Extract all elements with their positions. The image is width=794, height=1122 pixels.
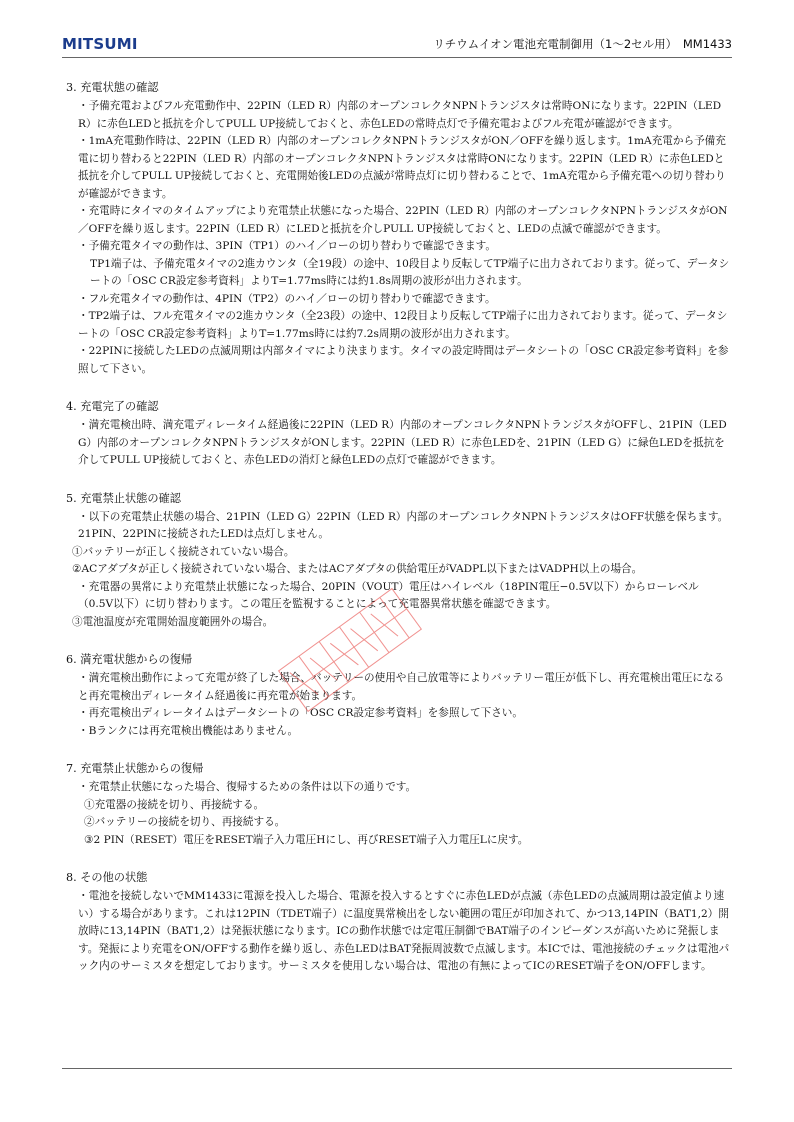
list-item: ①充電器の接続を切り、再接続する。 bbox=[84, 798, 265, 811]
paragraph: ・電池を接続しないでMM1433に電源を投入した場合、電源を投入するとすぐに赤色LEDが点滅（赤色LEDの点滅周期は設定値より速い）する場合があります。これは12PIN（TDET端子）に温度異常検出をしない範囲の電圧が印加されて、かつ13,14PIN（BAT1,2）開放時に13,14PIN（BAT1,2）は発振状態になります。ICの動作状態では定電圧制御でBAT端子のインピーダンスが高いために発振します。発振により充電をON/OFFする動作を繰り返し、赤色LEDはBAT発振周波数で点滅します。本ICでは、電池接続のチェックは電池パック内のサーミスタを想定しております。サーミスタを使用しない場合は、電池の有無によってICのRESET端子をON/OFFします。 bbox=[78, 890, 730, 972]
section-title: 6. 満充電状態からの復帰 bbox=[66, 653, 193, 666]
paragraph: ・充電器の異常により充電禁止状態になった場合、20PIN（VOUT）電圧はハイレベル（18PIN電圧−0.5V以下）からローレベル（0.5V以下）に切り替わります。この電圧を監視することによって充電器異常状態を確認できます。 bbox=[78, 580, 699, 610]
list-item: ②バッテリーの接続を切り、再接続する。 bbox=[84, 816, 286, 828]
list-item: ①バッテリーが正しく接続されていない場合。 bbox=[72, 545, 295, 558]
section-charge-complete bbox=[66, 398, 732, 470]
section-charge-inhibit bbox=[66, 490, 732, 632]
section-title: 8. その他の状態 bbox=[66, 871, 148, 884]
page-header bbox=[62, 28, 732, 60]
paragraph: ・以下の充電禁止状態の場合、21PIN（LED G）22PIN（LED R）内部のオープンコレクタNPNトランジスタはOFF状態を保ちます。21PIN、22PINに接続されたLEDは点灯しません。 bbox=[78, 510, 729, 540]
section-charge-status bbox=[66, 79, 732, 378]
list-item: ③2 PIN（RESET）電圧をRESET端子入力電圧Hにし、再びRESET端子入力電圧Lに戻す。 bbox=[84, 833, 529, 846]
paragraph: TP1端子は、予備充電タイマの2進カウンタ（全19段）の途中、10段目より反転してTP端子に出力されております。従って、データシートの「OSC CR設定参考資料」よりT=1.77ms時には約1.8s周期の波形が出力されます。 bbox=[90, 257, 730, 287]
section-title: 3. 充電状態の確認 bbox=[66, 81, 159, 94]
paragraph: ・22PINに接続したLEDの点滅周期は内部タイマにより決まります。タイマの設定時間はデータシートの「OSC CR設定参考資料」を参照して下さい。 bbox=[78, 345, 729, 375]
section-full-charge-recovery bbox=[66, 651, 732, 740]
paragraph: ・充電禁止状態になった場合、復帰するための条件は以下の通りです。 bbox=[78, 781, 417, 793]
document-title: リチウムイオン電池充電制御用（1〜2セル用） MM1433 bbox=[433, 37, 732, 51]
document-body bbox=[66, 79, 732, 996]
paragraph: ・Bランクには再充電検出機能はありません。 bbox=[78, 724, 299, 737]
footer-divider bbox=[62, 1068, 732, 1069]
mitsumi-logo: MITSUMI bbox=[62, 35, 138, 53]
section-title: 4. 充電完了の確認 bbox=[66, 400, 159, 413]
paragraph: ・フル充電タイマの動作は、4PIN（TP2）のハイ／ローの切り替わりで確認できます。 bbox=[78, 292, 496, 305]
paragraph: ・1mA充電動作時は、22PIN（LED R）内部のオープンコレクタNPNトランジスタがON／OFFを繰り返します。1mA充電から予備充電に切り替わると22PIN（LED R）内部のオープンコレクタNPNトランジスタは常時ONになります。22PIN（LED R）に赤色LEDと抵抗を介してPULL UP接続しておくと、充電開始後LEDの点滅が常時点灯に切り替わることで、1mA充電から予備充電への切り替わりが確認ができます。 bbox=[78, 135, 726, 200]
paragraph: ・TP2端子は、フル充電タイマの2進カウンタ（全23段）の途中、12段目より反転してTP端子に出力されております。従って、データシートの「OSC CR設定参考資料」よりT=1.77ms時には約7.2s周期の波形が出力されます。 bbox=[78, 310, 728, 340]
section-other-states bbox=[66, 869, 732, 976]
paragraph: ・満充電検出時、満充電ディレータイム経過後に22PIN（LED R）内部のオープンコレクタNPNトランジスタがOFFし、21PIN（LED G）内部のオープンコレクタNPNトランジスタがONします。22PIN（LED R）に赤色LEDを、21PIN（LED G）に緑色LEDを抵抗を介してPULL UP接続しておくと、赤色LEDの消灯と緑色LEDの点灯で確認ができます。 bbox=[78, 419, 727, 466]
paragraph: ・満充電検出動作によって充電が終了した場合、バッテリーの使用や自己放電等によりバッテリー電圧が低下し、再充電検出電圧になると再充電検出ディレータイム経過後に再充電が始まります。 bbox=[78, 672, 725, 702]
section-title: 7. 充電禁止状態からの復帰 bbox=[66, 762, 204, 775]
paragraph: ・再充電検出ディレータイムはデータシートの「OSC CR設定参考資料」を参照して下さい。 bbox=[78, 707, 523, 719]
paragraph: ・予備充電およびフル充電動作中、22PIN（LED R）内部のオープンコレクタNPNトランジスタは常時ONになります。22PIN（LED R）に赤色LEDと抵抗を介してPULL UP接続しておくと、赤色LEDの常時点灯で予備充電およびフル充電が確認ができます。 bbox=[78, 100, 722, 130]
list-item: ③電池温度が充電開始温度範囲外の場合。 bbox=[72, 615, 274, 628]
paragraph: ・予備充電タイマの動作は、3PIN（TP1）のハイ／ローの切り替わりで確認できます。 bbox=[78, 240, 496, 252]
paragraph: ・充電時にタイマのタイムアップにより充電禁止状態になった場合、22PIN（LED R）内部のオープンコレクタNPNトランジスタがON／OFFを繰り返します。22PIN（LED R）にLEDと抵抗を介しPULL UP接続しておくと、LEDの点滅で確認ができます。 bbox=[78, 205, 728, 235]
header-divider bbox=[62, 57, 732, 58]
list-item: ②ACアダプタが正しく接続されていない場合、またはACアダプタの供給電圧がVADPL以下またはVADPH以上の場合。 bbox=[72, 563, 643, 575]
section-title: 5. 充電禁止状態の確認 bbox=[66, 491, 181, 505]
section-inhibit-recovery bbox=[66, 760, 732, 849]
